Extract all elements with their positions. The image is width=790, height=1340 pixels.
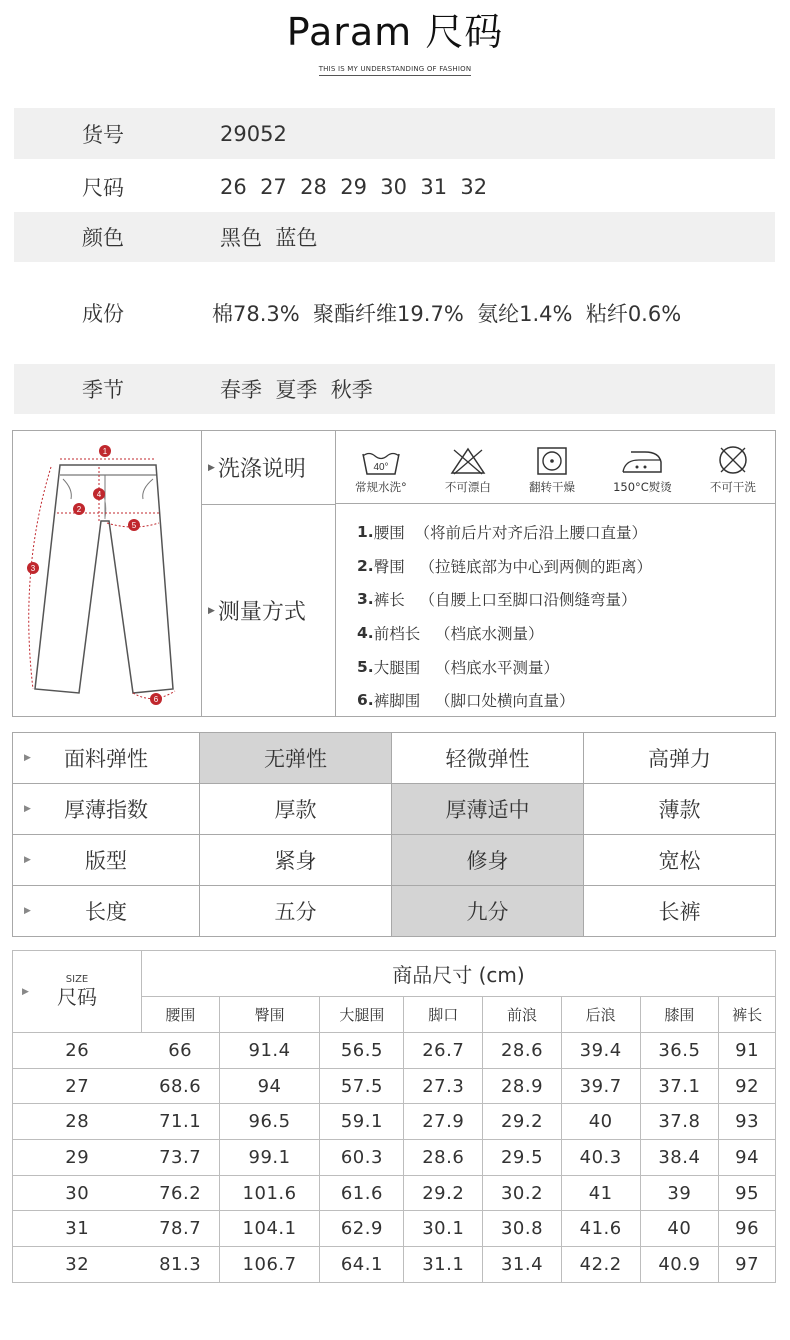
attr-name-cell: ▶ 版型 xyxy=(13,835,200,886)
table-cell: 39.4 xyxy=(561,1033,640,1069)
pants-diagram-icon xyxy=(13,431,202,716)
column-header: 臀围 xyxy=(219,997,320,1033)
info-row-season xyxy=(14,364,775,414)
page-title: Param 尺码 xyxy=(286,10,504,54)
table-cell: 40.3 xyxy=(561,1140,640,1176)
size-cell: 29 xyxy=(13,1140,142,1176)
table-cell: 28.9 xyxy=(483,1068,562,1104)
table-cell: 96 xyxy=(719,1211,776,1247)
triangle-icon: ▶ xyxy=(208,462,215,473)
table-cell: 37.8 xyxy=(640,1104,719,1140)
attr-option-selected: 九分 xyxy=(392,886,584,937)
column-header: 后浪 xyxy=(561,997,640,1033)
table-cell: 76.2 xyxy=(142,1175,220,1211)
diagram-number: 3 xyxy=(30,564,36,573)
table-cell: 64.1 xyxy=(320,1247,404,1283)
size-table xyxy=(12,950,776,1283)
table-cell: 96.5 xyxy=(219,1104,320,1140)
table-cell: 99.1 xyxy=(219,1140,320,1176)
size-corner-cell xyxy=(13,951,142,1033)
pants-diagram xyxy=(13,431,202,716)
measure-list xyxy=(357,515,767,717)
table-cell: 26.7 xyxy=(404,1033,483,1069)
table-cell: 104.1 xyxy=(219,1211,320,1247)
diagram-number: 2 xyxy=(76,505,82,514)
table-cell: 37.1 xyxy=(640,1068,719,1104)
table-cell: 91 xyxy=(719,1033,776,1069)
size-cell: 31 xyxy=(13,1211,142,1247)
table-row xyxy=(13,1247,776,1283)
measure-method-label xyxy=(202,505,336,716)
table-cell: 42.2 xyxy=(561,1247,640,1283)
table-cell: 27.9 xyxy=(404,1104,483,1140)
triangle-icon: ▶ xyxy=(24,753,31,763)
care-measure-panel xyxy=(12,430,776,717)
table-cell: 29.5 xyxy=(483,1140,562,1176)
info-value: 26 27 28 29 30 31 32 xyxy=(220,174,488,199)
attr-option: 厚款 xyxy=(200,784,392,835)
info-value: 黑色 蓝色 xyxy=(220,226,318,250)
care-icons-row xyxy=(336,431,775,504)
attr-row-length xyxy=(13,886,776,937)
care-item-tumble-dry xyxy=(529,446,575,495)
list-item: 2. 臀围 （拉链底部为中心到两侧的距离） xyxy=(357,556,652,576)
attr-option-selected: 厚薄适中 xyxy=(392,784,584,835)
table-cell: 97 xyxy=(719,1247,776,1283)
column-header: 前浪 xyxy=(483,997,562,1033)
attributes-table xyxy=(12,732,776,937)
attr-option: 紧身 xyxy=(200,835,392,886)
attr-option: 高弹力 xyxy=(584,733,776,784)
size-table-body xyxy=(13,1033,776,1283)
diagram-marker xyxy=(99,445,111,457)
table-cell: 57.5 xyxy=(320,1068,404,1104)
diagram-marker xyxy=(27,562,39,574)
table-cell: 68.6 xyxy=(142,1068,220,1104)
wash-40-icon xyxy=(361,448,401,476)
table-cell: 41 xyxy=(561,1175,640,1211)
table-cell: 31.4 xyxy=(483,1247,562,1283)
attr-option: 宽松 xyxy=(584,835,776,886)
care-item-wash xyxy=(355,448,407,495)
table-cell: 56.5 xyxy=(320,1033,404,1069)
diagram-number: 5 xyxy=(131,521,137,530)
table-row xyxy=(13,1211,776,1247)
info-label: 尺码 xyxy=(82,175,124,200)
size-cell: 27 xyxy=(13,1068,142,1104)
diagram-marker xyxy=(93,488,105,500)
size-label-cn: 尺码 xyxy=(57,985,97,1009)
attr-option: 轻微弹性 xyxy=(392,733,584,784)
triangle-icon: ▶ xyxy=(24,804,31,814)
table-cell: 41.6 xyxy=(561,1211,640,1247)
table-cell: 62.9 xyxy=(320,1211,404,1247)
size-cell: 32 xyxy=(13,1247,142,1283)
table-cell: 95 xyxy=(719,1175,776,1211)
tumble-dry-icon xyxy=(536,446,568,476)
table-cell: 73.7 xyxy=(142,1140,220,1176)
table-cell: 30.2 xyxy=(483,1175,562,1211)
diagram-number: 6 xyxy=(153,695,159,704)
care-item-no-bleach xyxy=(445,446,491,495)
diagram-marker xyxy=(150,693,162,705)
attr-name-cell: ▶ 厚薄指数 xyxy=(13,784,200,835)
list-item: 1. 腰围 （将前后片对齐后沿上腰口直量） xyxy=(357,522,648,542)
size-table-title: 商品尺寸 (cm) xyxy=(142,951,776,997)
table-cell: 94 xyxy=(719,1140,776,1176)
table-row xyxy=(13,1068,776,1104)
info-row-item-number xyxy=(14,108,775,159)
info-label: 季节 xyxy=(82,378,124,402)
table-row xyxy=(13,1104,776,1140)
table-cell: 59.1 xyxy=(320,1104,404,1140)
attr-row-thickness xyxy=(13,784,776,835)
table-cell: 36.5 xyxy=(640,1033,719,1069)
measure-label-text: 测量方式 xyxy=(217,600,306,625)
info-label: 颜色 xyxy=(82,226,124,250)
size-label-en: SIZE xyxy=(65,974,89,985)
table-cell: 60.3 xyxy=(320,1140,404,1176)
table-cell: 106.7 xyxy=(219,1247,320,1283)
table-cell: 30.1 xyxy=(404,1211,483,1247)
table-cell: 94 xyxy=(219,1068,320,1104)
table-cell: 39 xyxy=(640,1175,719,1211)
diagram-marker xyxy=(128,519,140,531)
size-cell: 28 xyxy=(13,1104,142,1140)
attr-row-elasticity xyxy=(13,733,776,784)
info-row-color xyxy=(14,212,775,262)
attr-row-fit xyxy=(13,835,776,886)
table-row xyxy=(13,1140,776,1176)
attr-option: 长裤 xyxy=(584,886,776,937)
info-row-composition xyxy=(14,262,775,364)
table-cell: 38.4 xyxy=(640,1140,719,1176)
column-header: 腰围 xyxy=(142,997,220,1033)
info-label: 货号 xyxy=(82,122,124,147)
table-cell: 93 xyxy=(719,1104,776,1140)
table-cell: 40 xyxy=(640,1211,719,1247)
care-caption: 常规水洗° xyxy=(355,480,407,494)
size-cell: 26 xyxy=(13,1033,142,1069)
column-header: 脚口 xyxy=(404,997,483,1033)
list-item: 5. 大腿围 （档底水平测量） xyxy=(357,657,559,677)
table-cell: 27.3 xyxy=(404,1068,483,1104)
care-item-iron xyxy=(613,448,672,495)
info-value: 29052 xyxy=(220,121,287,146)
triangle-icon: ▶ xyxy=(22,986,29,997)
attr-option-selected: 无弹性 xyxy=(200,733,392,784)
attr-name-cell: ▶ 长度 xyxy=(13,886,200,937)
triangle-icon: ▶ xyxy=(24,855,31,865)
diagram-number: 4 xyxy=(96,490,102,499)
page-subtitle: THIS IS MY UNDERSTANDING OF FASHION xyxy=(319,65,472,76)
care-caption: 不可漂白 xyxy=(444,480,491,494)
table-cell: 30.8 xyxy=(483,1211,562,1247)
table-cell: 28.6 xyxy=(404,1140,483,1176)
list-item: 6. 裤脚围 （脚口处横向直量） xyxy=(357,691,575,711)
size-table-title-row xyxy=(13,951,776,997)
column-header: 膝围 xyxy=(640,997,719,1033)
triangle-icon: ▶ xyxy=(24,906,31,916)
diagram-number: 1 xyxy=(102,447,108,456)
attr-option: 薄款 xyxy=(584,784,776,835)
table-cell: 92 xyxy=(719,1068,776,1104)
column-header: 裤长 xyxy=(719,997,776,1033)
table-cell: 91.4 xyxy=(219,1033,320,1069)
table-row xyxy=(13,1175,776,1211)
no-bleach-icon xyxy=(450,446,486,476)
size-cell: 30 xyxy=(13,1175,142,1211)
svg-text:40°: 40° xyxy=(373,462,389,473)
wash-label-text: 洗涤说明 xyxy=(217,457,306,482)
care-caption: 150°C熨烫 xyxy=(613,480,672,494)
wash-instructions-label xyxy=(202,431,336,504)
list-item: 3. 裤长 （自腰上口至脚口沿侧缝弯量） xyxy=(357,590,637,610)
care-item-no-dry-clean xyxy=(710,444,756,495)
table-cell: 31.1 xyxy=(404,1247,483,1283)
info-row-size xyxy=(14,161,775,212)
care-caption: 翻转干燥 xyxy=(528,480,575,494)
info-value: 春季 夏季 秋季 xyxy=(220,378,373,402)
diagram-marker xyxy=(73,503,85,515)
table-cell: 29.2 xyxy=(483,1104,562,1140)
iron-icon xyxy=(619,448,665,476)
table-cell: 39.7 xyxy=(561,1068,640,1104)
table-cell: 71.1 xyxy=(142,1104,220,1140)
table-cell: 40 xyxy=(561,1104,640,1140)
table-cell: 101.6 xyxy=(219,1175,320,1211)
table-cell: 61.6 xyxy=(320,1175,404,1211)
triangle-icon: ▶ xyxy=(208,605,215,616)
table-cell: 28.6 xyxy=(483,1033,562,1069)
attr-option: 五分 xyxy=(200,886,392,937)
care-caption: 不可干洗 xyxy=(709,480,756,494)
table-cell: 66 xyxy=(142,1033,220,1069)
page-header xyxy=(0,8,790,76)
no-dry-clean-icon xyxy=(715,444,751,476)
list-item: 4. 前档长 （档底水测量） xyxy=(357,623,544,643)
attr-name-cell: ▶ 面料弹性 xyxy=(13,733,200,784)
table-cell: 40.9 xyxy=(640,1247,719,1283)
table-cell: 29.2 xyxy=(404,1175,483,1211)
attr-option-selected: 修身 xyxy=(392,835,584,886)
info-label: 成份 xyxy=(82,302,124,326)
table-cell: 78.7 xyxy=(142,1211,220,1247)
info-value: 棉78.3% 聚酯纤维19.7% 氨纶1.4% 粘纤0.6% xyxy=(212,302,682,326)
column-header: 大腿围 xyxy=(320,997,404,1033)
table-row xyxy=(13,1033,776,1069)
table-cell: 81.3 xyxy=(142,1247,220,1283)
